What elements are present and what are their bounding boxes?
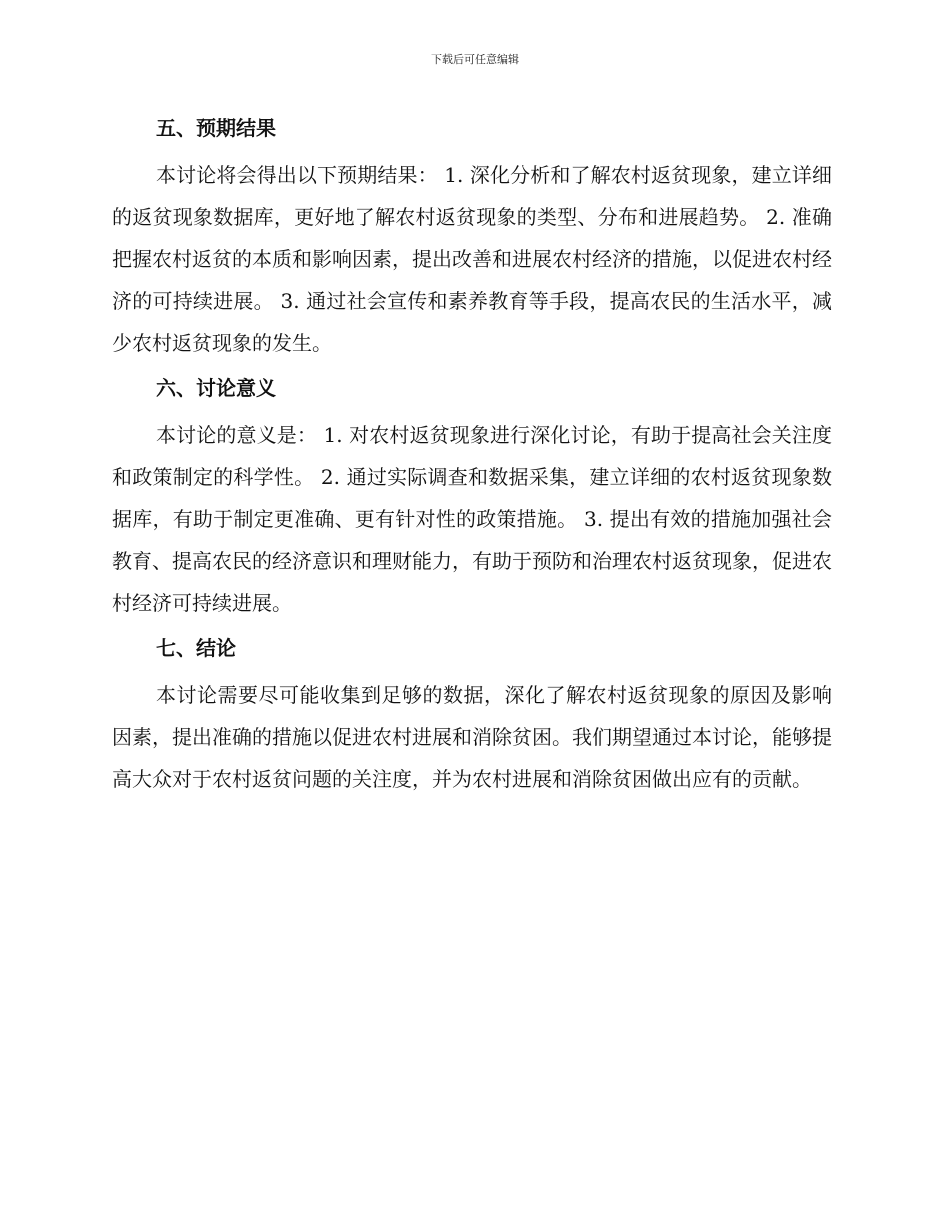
section-paragraph: 本讨论的意义是： 1. 对农村返贫现象进行深化讨论，有助于提高社会关注度和政策制定的科学性。 2. 通过实际调查和数据采集，建立详细的农村返贫现象数据库，有助于制定更准确、更有针对性的政策措施。 3. 提出有效的措施加强社会教育、提高农民的经济意识和理财能力，有助于预防和治理农村返贫现象，促进农村经济可持续进展。: [112, 423, 832, 615]
section-heading: 五、预期结果: [156, 116, 276, 140]
page-header: 下载后可任意编辑: [431, 53, 519, 66]
document-body: [112, 110, 832, 806]
section-expected-results: [112, 110, 832, 364]
section-paragraph: 本讨论需要尽可能收集到足够的数据，深化了解农村返贫现象的原因及影响因素，提出准确的措施以促进农村进展和消除贫困。我们期望通过本讨论，能够提高大众对于农村返贫问题的关注度，并为农村进展和消除贫困做出应有的贡献。: [112, 683, 832, 791]
section-heading: 六、讨论意义: [156, 376, 276, 400]
section-paragraph: 本讨论将会得出以下预期结果： 1. 深化分析和了解农村返贫现象，建立详细的返贫现象数据库，更好地了解农村返贫现象的类型、分布和进展趋势。 2. 准确把握农村返贫的本质和影响因素，提出改善和进展农村经济的措施，以促进农村经济的可持续进展。 3. 通过社会宣传和素养教育等手段，提高农民的生活水平，减少农村返贫现象的发生。: [112, 163, 832, 355]
section-significance: [112, 370, 832, 624]
section-heading: 七、结论: [156, 636, 236, 660]
section-conclusion: [112, 630, 832, 800]
